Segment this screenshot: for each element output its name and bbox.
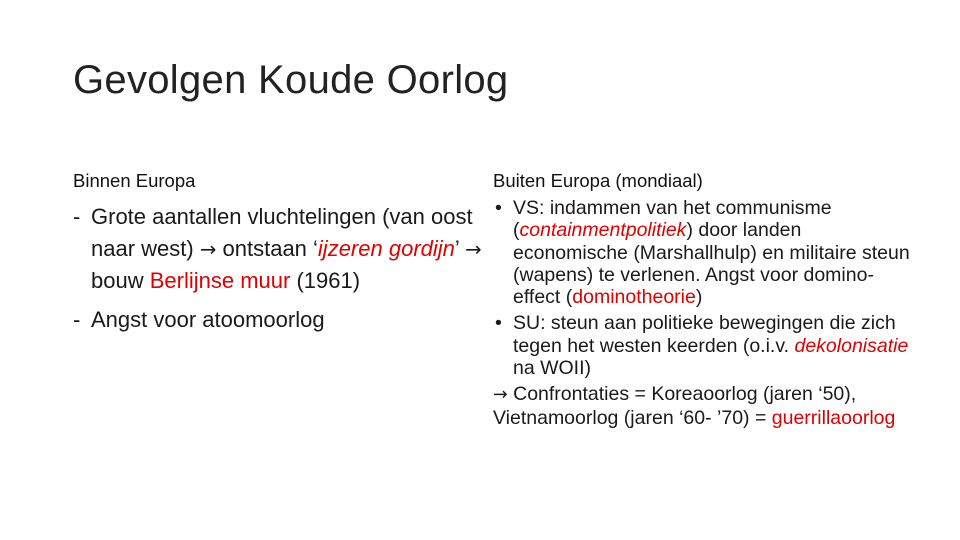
arrow-right-icon: →	[465, 237, 482, 261]
dash-marker: -	[73, 306, 81, 332]
arrow-right-icon: →	[493, 385, 508, 406]
highlight-term: dominotheorie	[572, 286, 696, 309]
slide-title: Gevolgen Koude Oorlog	[73, 58, 509, 102]
bullet-icon: •	[495, 197, 502, 219]
highlight-term: containmentpolitiek	[519, 219, 687, 242]
item-text: ) door landen economische (Marshallhulp) en militaire steun (wapens) te verlenen. Angst voor domino-effect (	[513, 219, 910, 309]
conclusion-text	[493, 383, 913, 429]
left-column-heading: Binnen Europa	[73, 170, 196, 191]
left-column-list	[73, 201, 483, 342]
dash-marker: -	[73, 204, 81, 229]
item-text: VS: indammen van het communisme (	[513, 197, 832, 242]
item-text: Confrontaties = Koreaoorlog (jaren ‘50), Vietnamoorlog (jaren ‘60- ’70) =	[493, 383, 857, 429]
item-text: Grote aantallen vluchtelingen (van oost naar west)	[91, 204, 473, 261]
right-column-heading: Buiten Europa (mondiaal)	[493, 170, 703, 191]
highlight-term: Berlijnse muur	[149, 268, 291, 293]
highlight-term: dekolonisatie	[794, 334, 909, 357]
right-column-list	[493, 197, 913, 429]
item-text: bouw	[91, 268, 150, 293]
list-item	[493, 197, 913, 308]
item-text: Angst voor atoomoorlog	[91, 306, 325, 332]
highlight-term: guerrillaoorlog	[771, 406, 896, 429]
item-text: ontstaan ‘	[216, 235, 318, 261]
list-item	[493, 312, 913, 379]
item-text: (1961)	[290, 268, 361, 293]
highlight-term: ijzeren gordijn	[317, 235, 455, 261]
item-text: SU: steun aan politieke bewegingen die zich tegen het westen keerden (o.i.v.	[513, 312, 896, 357]
item-text: na WOII)	[513, 357, 592, 380]
item-text: ’	[454, 235, 466, 261]
list-item	[73, 201, 483, 297]
bullet-icon: •	[495, 312, 502, 335]
item-text: )	[695, 286, 703, 309]
arrow-right-icon: →	[199, 237, 217, 261]
list-item	[73, 304, 483, 336]
